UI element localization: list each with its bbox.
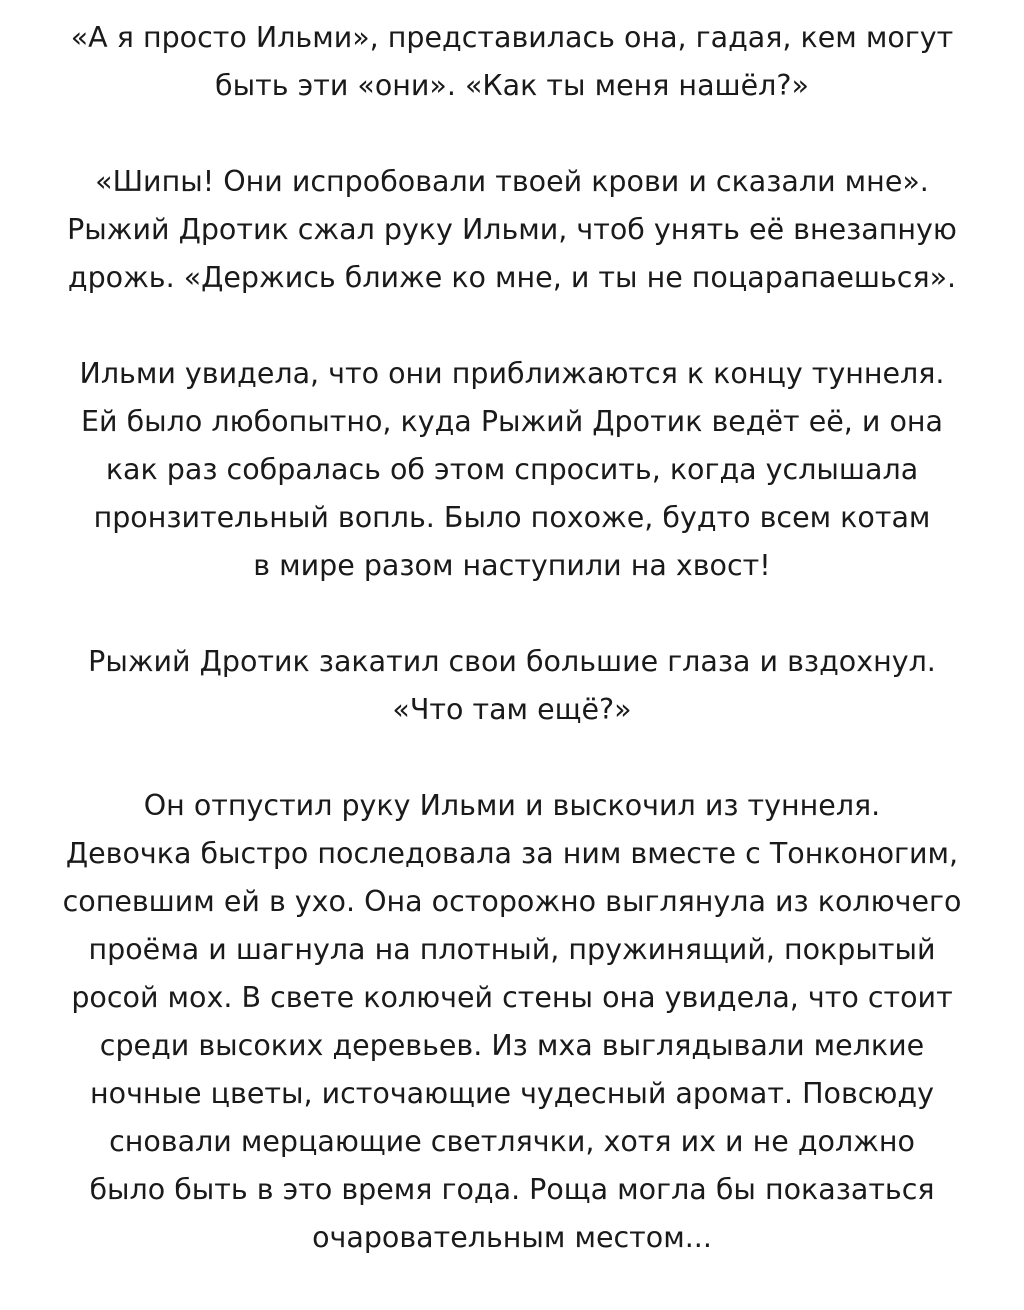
paragraph-5 <box>10 782 1014 1262</box>
text-line: было быть в это время года. Роща могла бы показаться <box>89 1173 935 1206</box>
paragraph-3 <box>10 350 1014 590</box>
text-line: сопевшим ей в ухо. Она осторожно выглянула из колючего <box>62 885 962 918</box>
text-line: как раз собралась об этом спросить, когда услышала <box>105 453 919 486</box>
text-line: Рыжий Дротик закатил свои большие глаза и вздохнул. <box>88 645 936 678</box>
text-line: пронзительный вопль. Было похоже, будто всем котам <box>93 501 931 534</box>
text-line: проёма и шагнула на плотный, пружинящий, покрытый <box>88 933 936 966</box>
paragraph-2 <box>10 158 1014 302</box>
text-line: «Шипы! Они испробовали твоей крови и сказали мне». <box>95 165 929 198</box>
text-line: дрожь. «Держись ближе ко мне, и ты не поцарапаешься». <box>67 261 957 294</box>
text-line: Девочка быстро последовала за ним вместе с Тонконогим, <box>65 837 959 870</box>
text-line: Рыжий Дротик сжал руку Ильми, чтоб унять её внезапную <box>67 213 957 246</box>
text-line: сновали мерцающие светлячки, хотя их и не должно <box>109 1125 915 1158</box>
text-line: Ей было любопытно, куда Рыжий Дротик ведёт её, и она <box>80 405 944 438</box>
text-line: в мире разом наступили на хвост! <box>253 549 771 582</box>
text-line: «Что там ещё?» <box>392 693 632 726</box>
text-line: ночные цветы, источающие чудесный аромат. Повсюду <box>90 1077 934 1110</box>
paragraph-1 <box>10 14 1014 110</box>
text-line: очаровательным местом... <box>312 1221 712 1254</box>
text-line: росой мох. В свете колючей стены она увидела, что стоит <box>71 981 953 1014</box>
text-line: «А я просто Ильми», представилась она, гадая, кем могут <box>70 21 954 54</box>
text-line: среди высоких деревьев. Из мха выглядывали мелкие <box>99 1029 925 1062</box>
text-line: Ильми увидела, что они приближаются к концу туннеля. <box>79 357 945 390</box>
story-text <box>10 14 1014 1310</box>
text-line: Он отпустил руку Ильми и выскочил из туннеля. <box>143 789 881 822</box>
paragraph-4 <box>10 638 1014 734</box>
text-line: быть эти «они». «Как ты меня нашёл?» <box>215 69 809 102</box>
